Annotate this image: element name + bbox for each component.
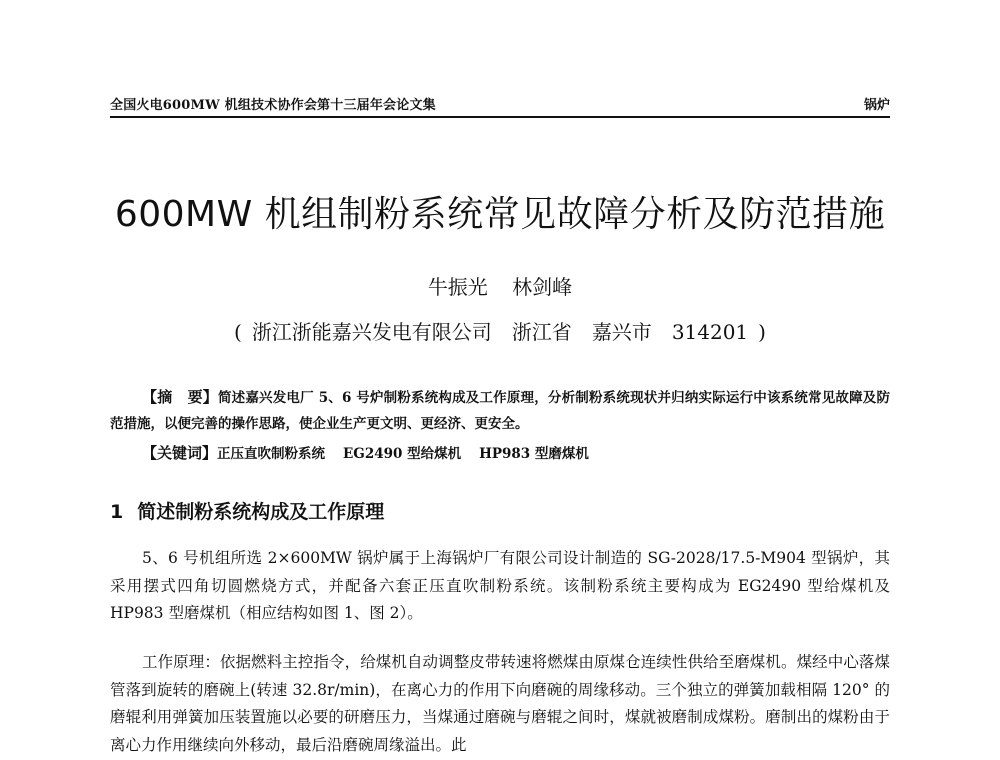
keyword: 正压直吹制粉系统 <box>217 446 326 462</box>
keyword: HP983 型磨煤机 <box>479 446 589 462</box>
section-number: 1 <box>110 501 124 523</box>
keywords <box>142 440 890 467</box>
keyword: EG2490 型给煤机 <box>343 446 462 462</box>
running-header <box>110 90 890 118</box>
section-title: 简述制粉系统构成及工作原理 <box>137 501 385 523</box>
section-heading <box>110 497 384 524</box>
affiliation-postcode: 314201 <box>671 320 749 344</box>
author-list <box>0 271 1000 300</box>
abstract-text: 简述嘉兴发电厂 5、6 号炉制粉系统构成及工作原理，分析制粉系统现状并归纳实际运行中该系统常见故障及防范措施，以便完善的操作思路，使企业生产更文明、更经济、更安全。 <box>110 390 890 432</box>
abstract <box>110 384 890 437</box>
abstract-label: 【摘 要】 <box>142 388 218 406</box>
author-name: 林剑峰 <box>512 275 573 299</box>
author-name: 牛振光 <box>427 275 488 299</box>
affiliation: ( 浙江浙能嘉兴发电有限公司 浙江省 嘉兴市 314201 ) <box>234 320 766 344</box>
affiliation-city: 嘉兴市 <box>591 320 652 344</box>
body-paragraph: 5、6 号机组所选 2×600MW 锅炉属于上海锅炉厂有限公司设计制造的 SG-2028/17.5-M904 型锅炉，其采用摆式四角切圆燃烧方式，并配备六套正压直吹制粉系统。该制粉系统主要构成为 EG2490 型给煤机及 HP983 型磨煤机（相应结构如图 1、图 2）。 <box>110 549 890 622</box>
journal-name: 全国火电600MW 机组技术协作会第十三届年会论文集 <box>110 98 436 113</box>
body-paragraph: 工作原理：依据燃料主控指令，给煤机自动调整皮带转速将燃煤由原煤仓连续性供给至磨煤机。煤经中心落煤管落到旋转的磨碗上(转速 32.8r/min)，在离心力的作用下向磨碗的周缘移动。三个独立的弹簧加载相隔 120° 的磨辊利用弹簧加压装置施以必要的研磨压力，当煤通过磨碗与磨辊之间时，煤就被磨制成煤粉。磨制出的煤粉由于离心力作用继续向外移动，最后沿磨碗周缘溢出。此 <box>110 653 890 754</box>
keywords-label: 【关键词】 <box>142 444 218 462</box>
affiliation-company: 浙江浙能嘉兴发电有限公司 <box>251 320 492 344</box>
paper-title: 600MW 机组制粉系统常见故障分析及防范措施 <box>114 194 886 235</box>
affiliation-province: 浙江省 <box>511 320 572 344</box>
section-tag: 锅炉 <box>863 98 890 113</box>
